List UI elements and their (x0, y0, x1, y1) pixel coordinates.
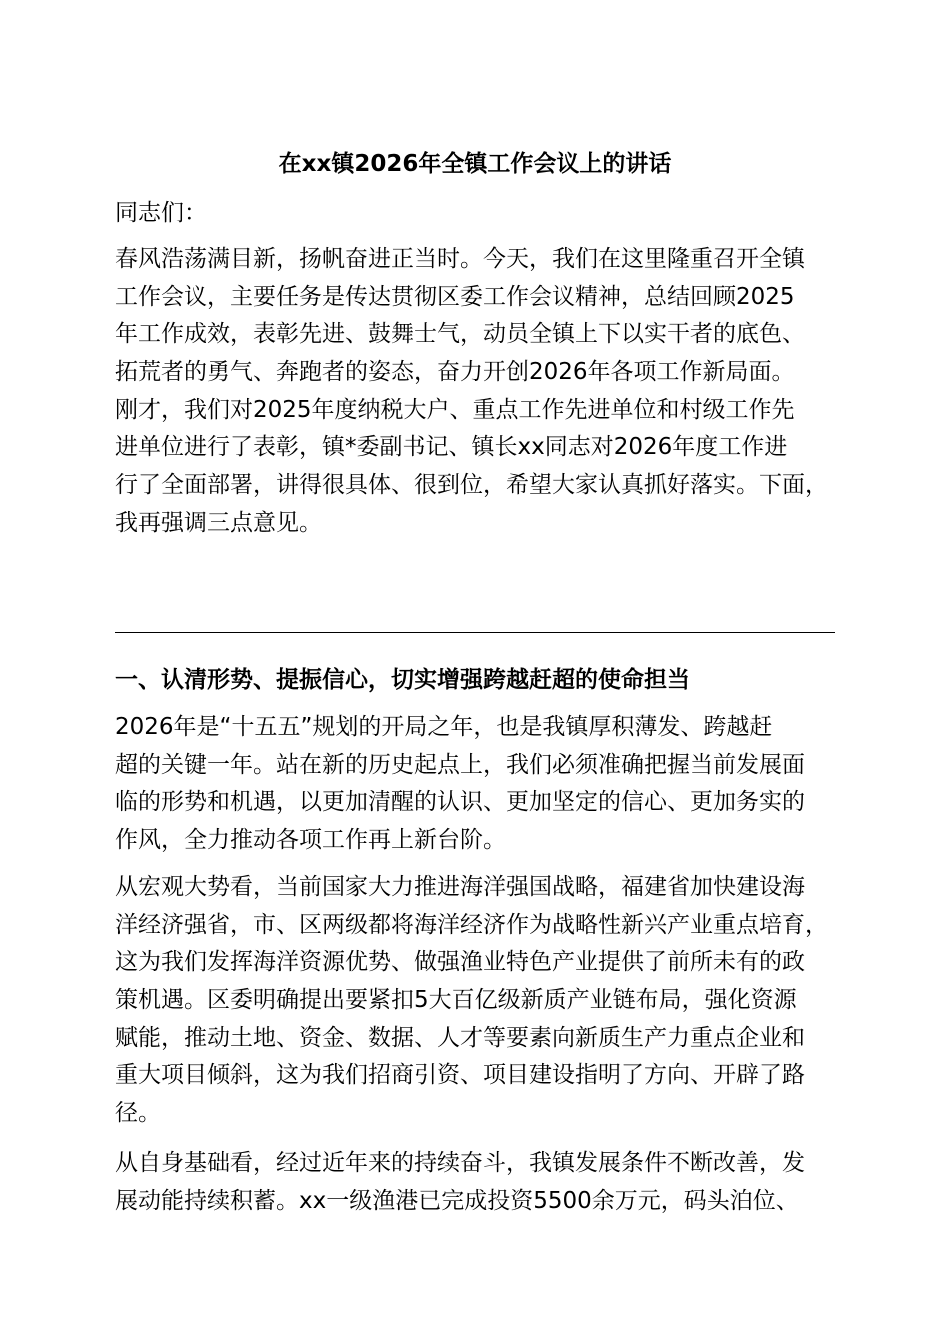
text-line: 年工作成效，表彰先进、鼓舞士气，动员全镇上下以实干者的底色、 (115, 321, 805, 348)
text-line: 超的关键一年。站在新的历史起点上，我们必须准确把握当前发展面 (115, 751, 805, 778)
paragraph (115, 709, 845, 860)
text-line: 这为我们发挥海洋资源优势、做强渔业特色产业提供了前所未有的政 (115, 949, 805, 976)
intro-paragraph (115, 241, 845, 543)
text-line: 2026年是“十五五”规划的开局之年，也是我镇厚积薄发、跨越赶 (115, 714, 773, 740)
document-title: 在xx镇2026年全镇工作会议上的讲话 (278, 151, 672, 177)
text-line: 洋经济强省，市、区两级都将海洋经济作为战略性新兴产业重点培育， (115, 911, 828, 938)
text-line: 行了全面部署，讲得很具体、很到位，希望大家认真抓好落实。下面， (115, 472, 828, 499)
section-heading: 一、认清形势、提振信心，切实增强跨越赶超的使命担当 (115, 667, 690, 693)
text-line: 赋能，推动土地、资金、数据、人才等要素向新质生产力重点企业和 (115, 1024, 805, 1051)
salutation: 同志们： (115, 200, 207, 226)
text-line: 策机遇。区委明确提出要紧扣5大百亿级新质产业链布局，强化资源 (115, 987, 797, 1014)
text-line: 从自身基础看，经过近年来的持续奋斗，我镇发展条件不断改善，发 (115, 1150, 805, 1176)
text-line: 工作会议，主要任务是传达贯彻区委工作会议精神，总结回顾2025 (115, 283, 795, 310)
text-line: 展动能持续积蓄。xx一级渔港已完成投资5500余万元，码头泊位、 (115, 1187, 799, 1214)
text-line: 我再强调三点意见。 (115, 509, 322, 536)
text-line: 刚才，我们对2025年度纳税大户、重点工作先进单位和村级工作先 (115, 396, 795, 423)
text-line: 重大项目倾斜，这为我们招商引资、项目建设指明了方向、开辟了路 (115, 1062, 805, 1089)
divider (115, 632, 835, 633)
text-line: 临的形势和机遇，以更加清醒的认识、更加坚定的信心、更加务实的 (115, 789, 805, 816)
paragraph (115, 869, 845, 1133)
text-line: 作风，全力推动各项工作再上新台阶。 (115, 827, 506, 854)
text-line: 从宏观大势看，当前国家大力推进海洋强国战略，福建省加快建设海 (115, 874, 805, 900)
text-line: 拓荒者的勇气、奔跑者的姿态，奋力开创2026年各项工作新局面。 (115, 359, 795, 386)
text-line: 春风浩荡满目新，扬帆奋进正当时。今天，我们在这里隆重召开全镇 (115, 246, 805, 272)
text-line: 进单位进行了表彰，镇*委副书记、镇长xx同志对2026年度工作进 (115, 434, 788, 461)
paragraph (115, 1145, 845, 1220)
text-line: 径。 (115, 1100, 161, 1127)
